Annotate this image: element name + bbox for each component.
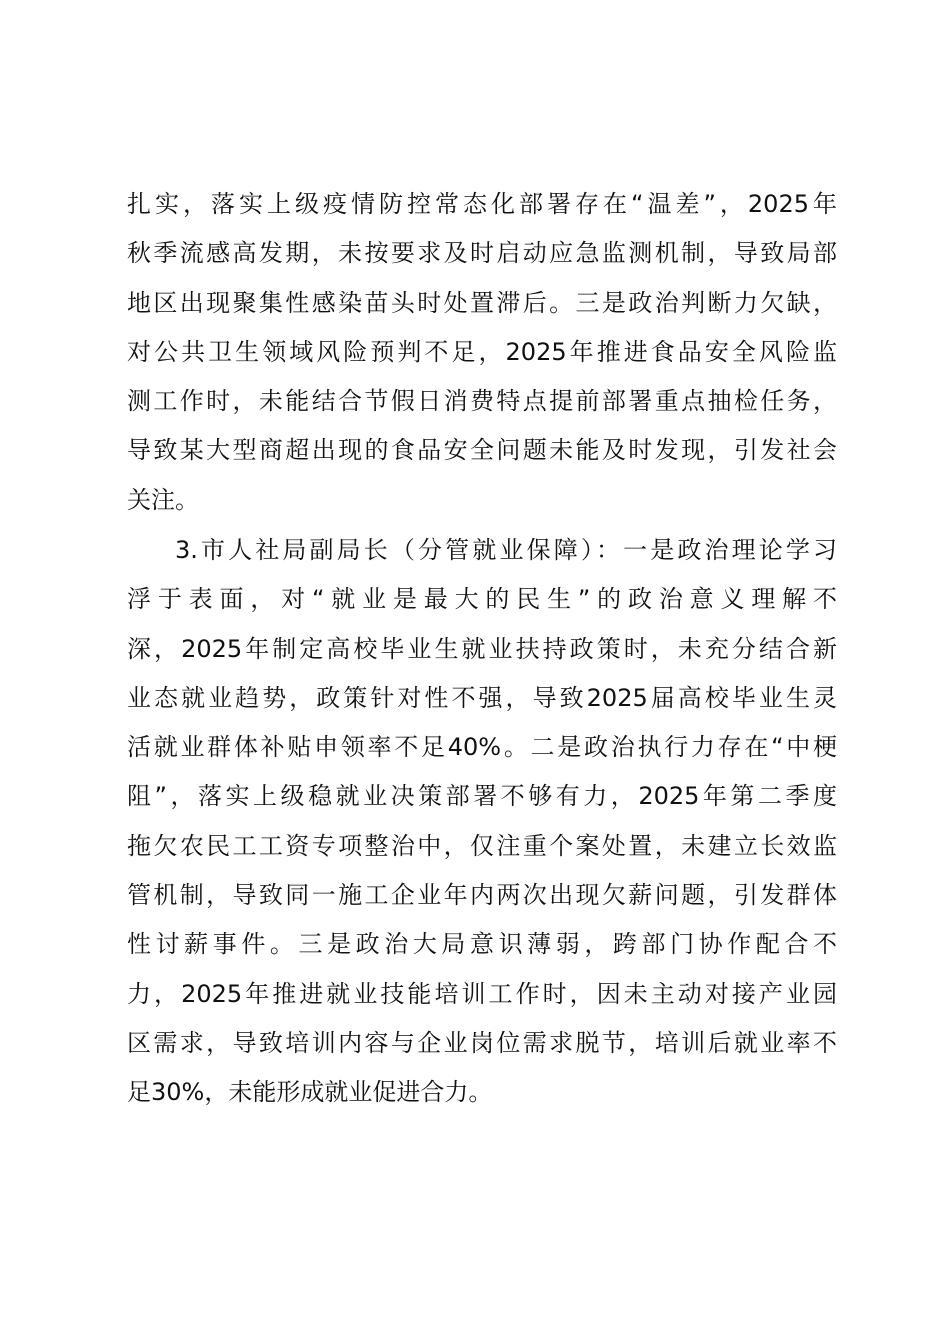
text-line: 测工作时，未能结合节假日消费特点提前部署重点抽检任务， [127,387,837,416]
text-line: 业态就业趋势，政策针对性不强，导致2025届高校毕业生灵 [127,683,837,712]
text-line: 关注。 [127,485,199,514]
text-line: 对公共卫生领域风险预判不足，2025年推进食品安全风险监 [127,337,837,366]
text-line: 性讨薪事件。三是政治大局意识薄弱，跨部门协作配合不 [127,930,837,959]
text-line: 导致某大型商超出现的食品安全问题未能及时发现，引发社会 [127,436,837,465]
text-line: 浮于表面，对“就业是最大的民生”的政治意义理解不 [127,585,837,614]
paragraph-continued [127,180,837,525]
text-line: 3.市人社局副局长（分管就业保障）：一是政治理论学习 [175,536,837,564]
text-line: 地区出现聚集性感染苗头时处置滞后。三是政治判断力欠缺， [127,288,837,317]
text-line: 拖欠农民工工资专项整治中，仅注重个案处置，未建立长效监 [127,831,837,860]
text-line: 阻”，落实上级稳就业决策部署不够有力，2025年第二季度 [127,782,837,811]
paragraph-item-3 [127,526,837,1118]
text-line: 深，2025年制定高校毕业生就业扶持政策时，未充分结合新 [127,634,837,663]
text-line: 管机制，导致同一施工企业年内两次出现欠薪问题，引发群体 [127,881,837,910]
text-line: 活就业群体补贴申领率不足40%。二是政治执行力存在“中梗 [127,733,837,762]
text-line: 区需求，导致培训内容与企业岗位需求脱节，培训后就业率不 [127,1028,837,1057]
text-line: 扎实，落实上级疫情防控常态化部署存在“温差”，2025年 [127,190,837,218]
text-line: 力，2025年推进就业技能培训工作时，因未主动对接产业园 [127,979,837,1008]
text-line: 足30%，未能形成就业促进合力。 [127,1078,493,1107]
text-line: 秋季流感高发期，未按要求及时启动应急监测机制，导致局部 [127,239,837,268]
